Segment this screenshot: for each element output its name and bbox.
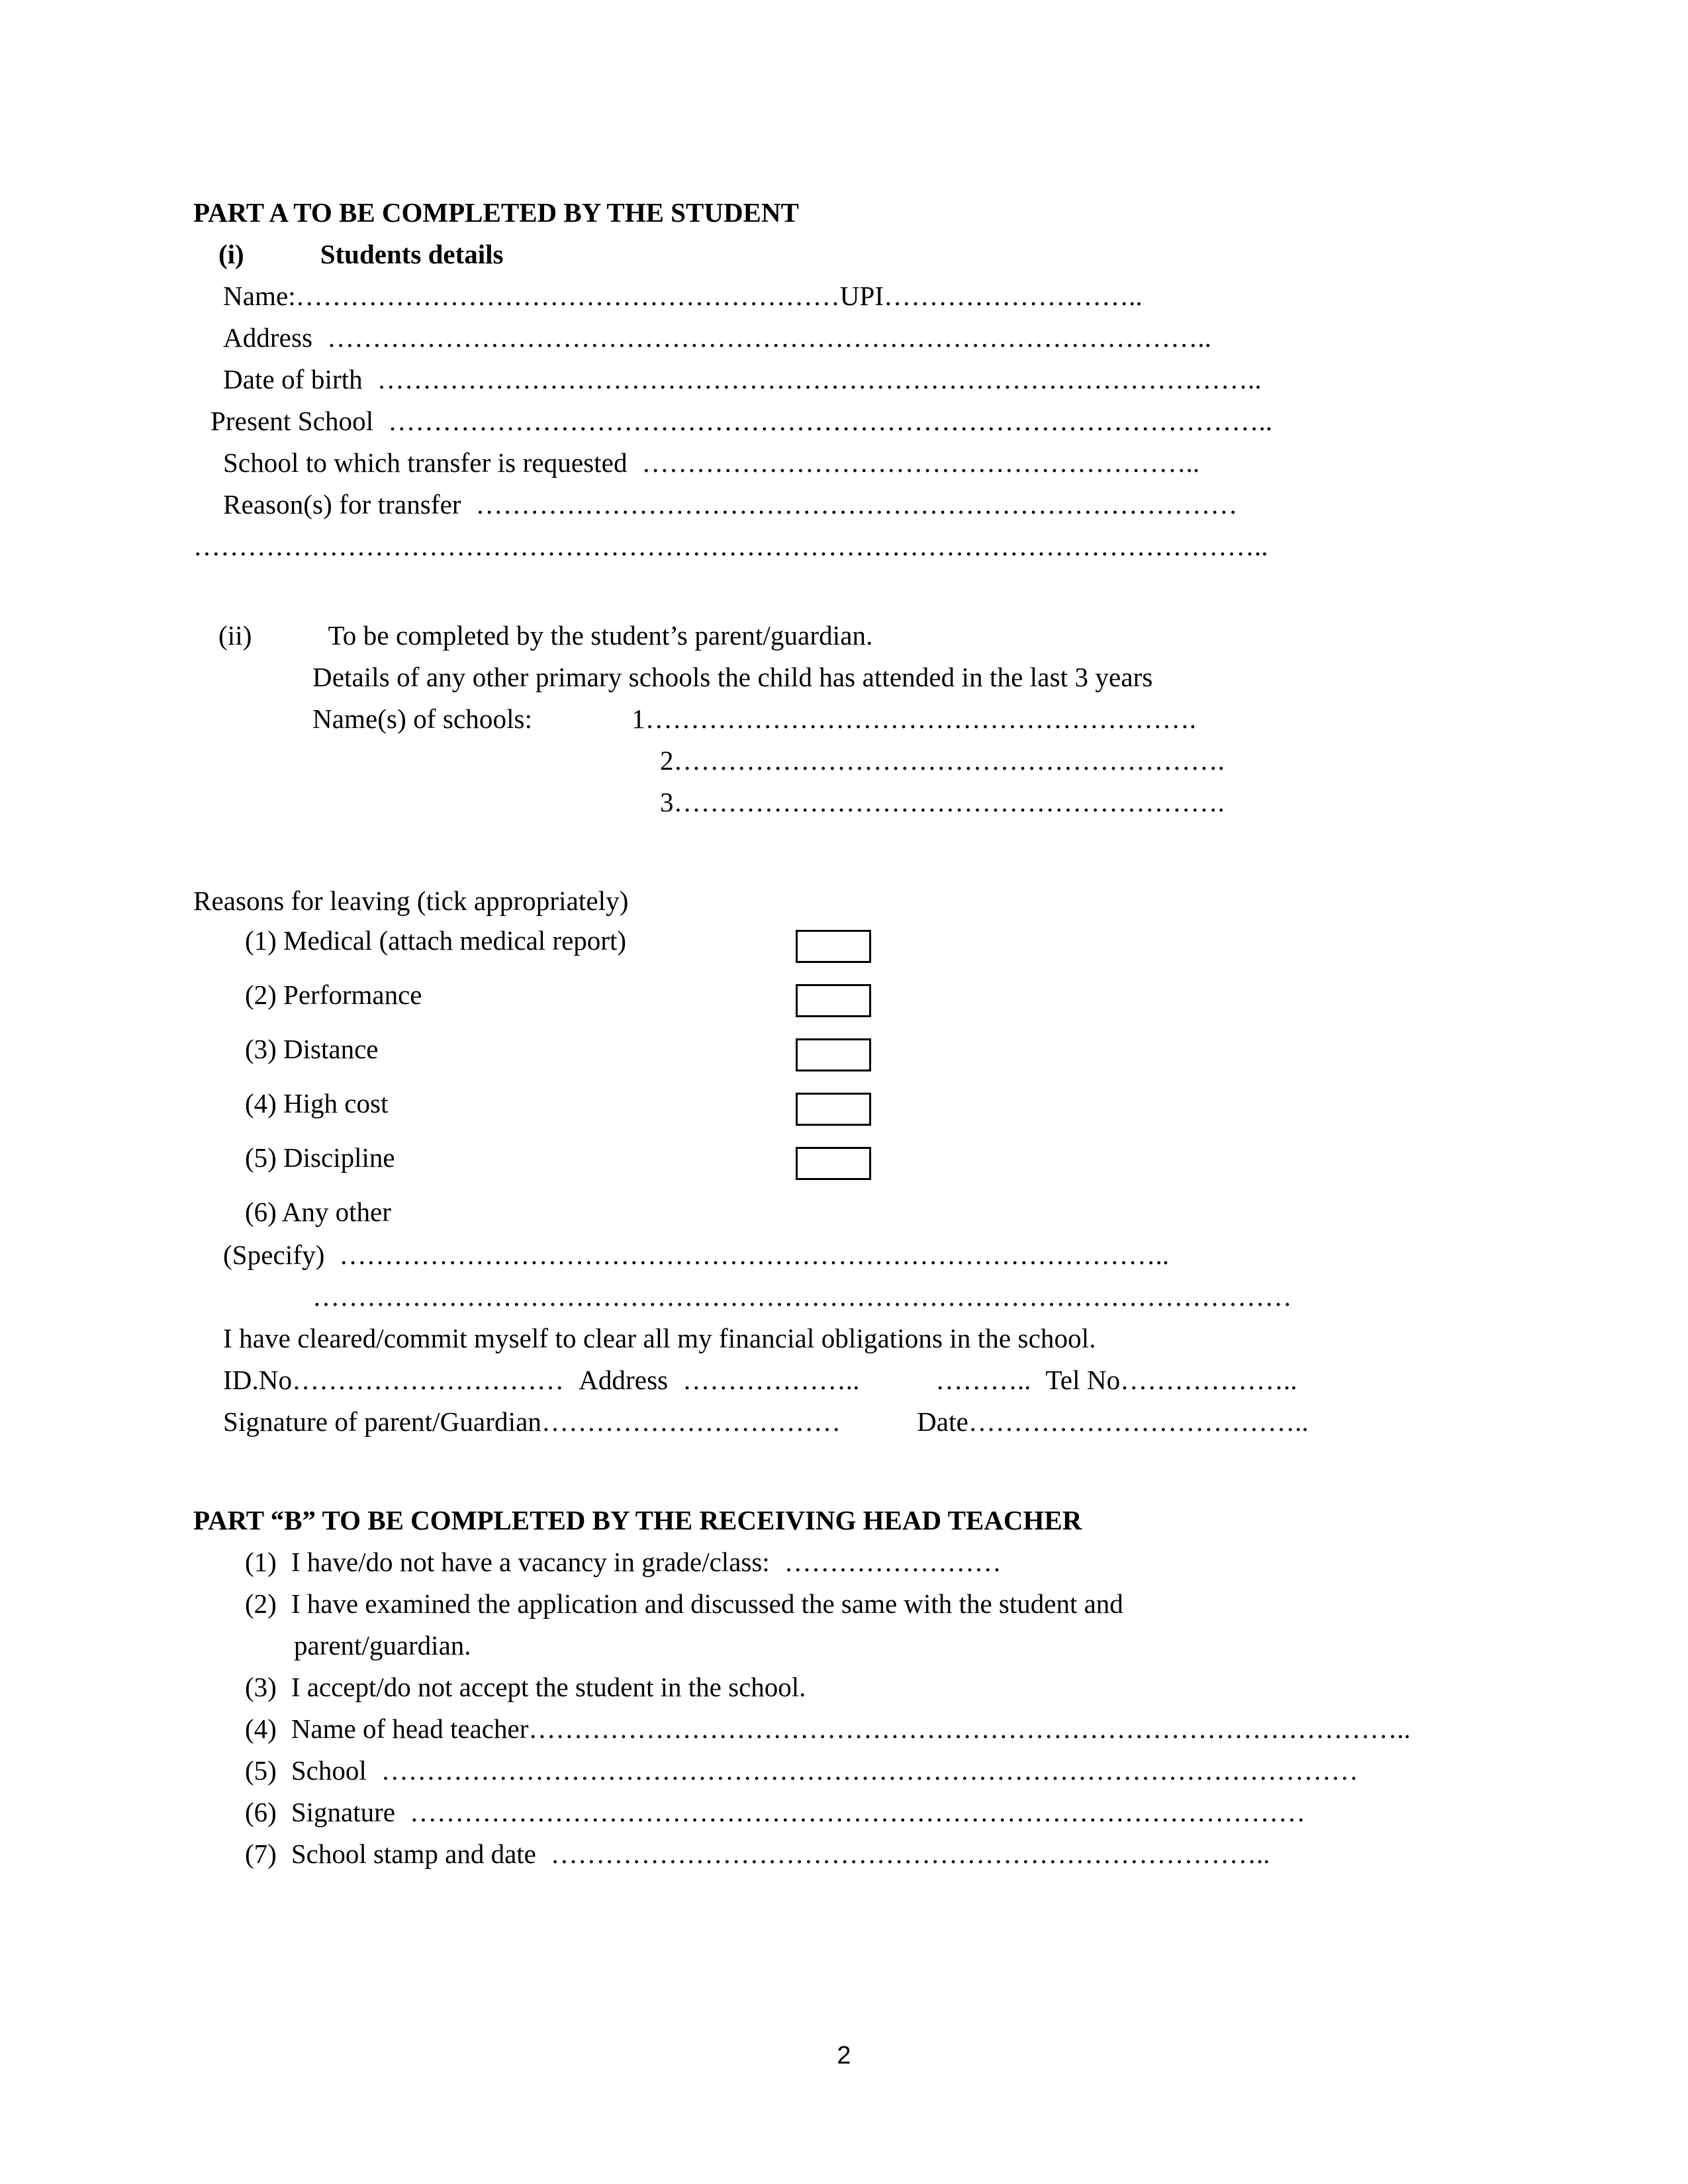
id-address-tel-row (223, 1359, 1451, 1401)
section-ii-title: To be completed by the student’s parent/guardian. (328, 620, 873, 651)
part-b-item-1-number: (1) (245, 1547, 277, 1577)
reason-label-high-cost: (4) High cost (245, 1088, 389, 1118)
section-i-header (218, 234, 1451, 275)
school-entry-3-number: 3 (660, 787, 674, 817)
spacer (193, 1443, 1451, 1500)
reason-row-performance (193, 976, 1451, 1030)
part-b-item-5-number: (5) (245, 1755, 277, 1786)
part-b-item-4-dots[interactable]: …………………………………………………………………………………….. (528, 1713, 1411, 1744)
field-reason-transfer-row (223, 484, 1451, 525)
school-entry-1-number: 1 (632, 704, 645, 734)
part-b-item-7-text: School stamp and date (291, 1839, 536, 1869)
schools-label: Name(s) of schools: (312, 704, 533, 734)
part-b-item-1 (245, 1541, 1451, 1583)
declaration-extra-dots[interactable]: ……….. (935, 1365, 1031, 1395)
checkbox-medical[interactable] (796, 930, 871, 963)
schools-row-3 (660, 782, 1451, 823)
part-b-item-4 (245, 1708, 1451, 1750)
field-present-school-row (211, 400, 1451, 442)
declaration-address-dots[interactable]: ……………….. (682, 1365, 860, 1395)
part-b-heading: PART “B” TO BE COMPLETED BY THE RECEIVING HEAD TEACHER (193, 1505, 1082, 1535)
specify-dots[interactable]: ……………………………………………………………………………….. (339, 1240, 1170, 1270)
part-b-item-3-number: (3) (245, 1672, 277, 1702)
checkbox-distance[interactable] (796, 1038, 871, 1071)
field-upi-label: UPI (839, 281, 884, 311)
spacer (193, 567, 1451, 615)
reason-label-discipline: (5) Discipline (245, 1142, 395, 1173)
signature-date-dots[interactable]: ……………………………….. (968, 1406, 1309, 1437)
part-b-item-1-text: I have/do not have a vacancy in grade/class: (291, 1547, 770, 1577)
section-ii-detail: Details of any other primary schools the child has attended in the last 3 years (312, 662, 1153, 692)
part-b-item-2-text: I have examined the application and discussed the same with the student and (291, 1588, 1123, 1619)
schools-row-2 (660, 740, 1451, 782)
part-a-heading: PART A TO BE COMPLETED BY THE STUDENT (193, 197, 799, 228)
id-number-label: ID.No (223, 1365, 293, 1395)
signature-date-label: Date (917, 1406, 968, 1437)
part-b-item-6-dots[interactable]: ……………………………………………………………………………………… (409, 1797, 1305, 1827)
school-entry-2-dots[interactable]: ……………………………………………………. (673, 745, 1225, 776)
field-transfer-school-dots[interactable]: …………………………………………………….. (641, 447, 1200, 478)
specify-row (223, 1234, 1451, 1276)
checkbox-discipline[interactable] (796, 1147, 871, 1180)
page-number: 2 (837, 2042, 851, 2070)
field-reason-transfer-label: Reason(s) for transfer (223, 489, 461, 520)
part-b-item-5-dots[interactable]: ……………………………………………………………………………………………… (381, 1755, 1358, 1786)
part-b-item-7-dots[interactable]: …………………………………………………………………….. (550, 1839, 1270, 1869)
field-reason-transfer-dots[interactable]: ………………………………………………………………………… (475, 489, 1238, 520)
reasons-heading: Reasons for leaving (tick appropriately) (193, 886, 629, 916)
checkbox-high-cost[interactable] (796, 1093, 871, 1126)
specify-label: (Specify) (223, 1240, 325, 1270)
signature-parent-label: Signature of parent/Guardian (223, 1406, 541, 1437)
field-address-dots[interactable]: …………………………………………………………………………………….. (327, 322, 1211, 353)
part-b-item-6-number: (6) (245, 1797, 277, 1827)
section-i-marker: (i) (218, 239, 244, 269)
part-b-item-7-number: (7) (245, 1839, 277, 1869)
field-transfer-school-row (223, 442, 1451, 484)
field-dob-label: Date of birth (223, 364, 363, 394)
school-entry-3-dots[interactable]: ……………………………………………………. (673, 787, 1225, 817)
part-b-item-4-text: Name of head teacher (291, 1713, 529, 1744)
field-dob-dots[interactable]: …………………………………………………………………………………….. (377, 364, 1262, 394)
reason-label-distance: (3) Distance (245, 1034, 379, 1064)
field-name-dots[interactable]: …………………………………………………… (295, 281, 840, 311)
part-b-item-1-dots[interactable]: …………………… (784, 1547, 1002, 1577)
part-b-item-2 (245, 1583, 1451, 1625)
reason-label-performance: (2) Performance (245, 979, 422, 1010)
specify-continuation-dots[interactable]: ……………………………………………………………………………………………… (312, 1281, 1292, 1312)
reason-row-high-cost (193, 1085, 1451, 1139)
field-upi-dots[interactable]: ……………………….. (884, 281, 1143, 311)
field-dob-row (223, 359, 1451, 400)
reason-label-medical: (1) Medical (attach medical report) (245, 925, 626, 956)
part-b-item-6-text: Signature (291, 1797, 395, 1827)
reason-row-medical (193, 922, 1451, 976)
id-number-dots[interactable]: ………………………… (292, 1365, 565, 1395)
section-ii-header (218, 615, 1451, 657)
document-content (193, 192, 1451, 1875)
part-b-item-3-text: I accept/do not accept the student in the school. (291, 1672, 806, 1702)
part-b-item-5-text: School (291, 1755, 367, 1786)
section-ii-marker: (ii) (218, 620, 252, 651)
signature-parent-dots[interactable]: …………………………… (541, 1406, 841, 1437)
field-reason-transfer-continuation-dots[interactable]: ……………………………………………………………………………………………………….. (193, 531, 1268, 561)
part-b-item-2-number: (2) (245, 1588, 277, 1619)
schools-row-1 (312, 698, 1451, 740)
part-b-item-2-continuation: parent/guardian. (294, 1630, 471, 1661)
reasons-list (193, 922, 1451, 1234)
part-b-item-4-number: (4) (245, 1713, 277, 1744)
tel-label: Tel No (1045, 1365, 1121, 1395)
field-name-label: Name: (223, 281, 296, 311)
reason-label-any-other: (6) Any other (245, 1197, 391, 1227)
signature-date-row (223, 1401, 1451, 1443)
part-b-item-5 (245, 1750, 1451, 1792)
reason-row-any-other (193, 1193, 1451, 1234)
tel-dots[interactable]: ……………….. (1120, 1365, 1297, 1395)
part-b-item-6 (245, 1792, 1451, 1833)
field-present-school-dots[interactable]: …………………………………………………………………………………….. (388, 406, 1273, 436)
field-address-label: Address (223, 322, 313, 353)
field-transfer-school-label: School to which transfer is requested (223, 447, 628, 478)
spacer (193, 823, 1451, 880)
financial-declaration: I have cleared/commit myself to clear all my financial obligations in the school. (223, 1323, 1096, 1353)
section-i-title: Students details (320, 239, 504, 269)
field-name-row (223, 275, 1451, 317)
part-b-item-7 (245, 1833, 1451, 1875)
reason-row-distance (193, 1030, 1451, 1085)
school-entry-1-dots[interactable]: ……………………………………………………. (645, 704, 1197, 734)
checkbox-performance[interactable] (796, 984, 871, 1017)
field-address-row (223, 317, 1451, 359)
declaration-address-label: Address (579, 1365, 669, 1395)
field-present-school-label: Present School (211, 406, 374, 436)
part-b-item-3 (245, 1666, 1451, 1708)
reason-row-discipline (193, 1139, 1451, 1193)
school-entry-2-number: 2 (660, 745, 674, 776)
